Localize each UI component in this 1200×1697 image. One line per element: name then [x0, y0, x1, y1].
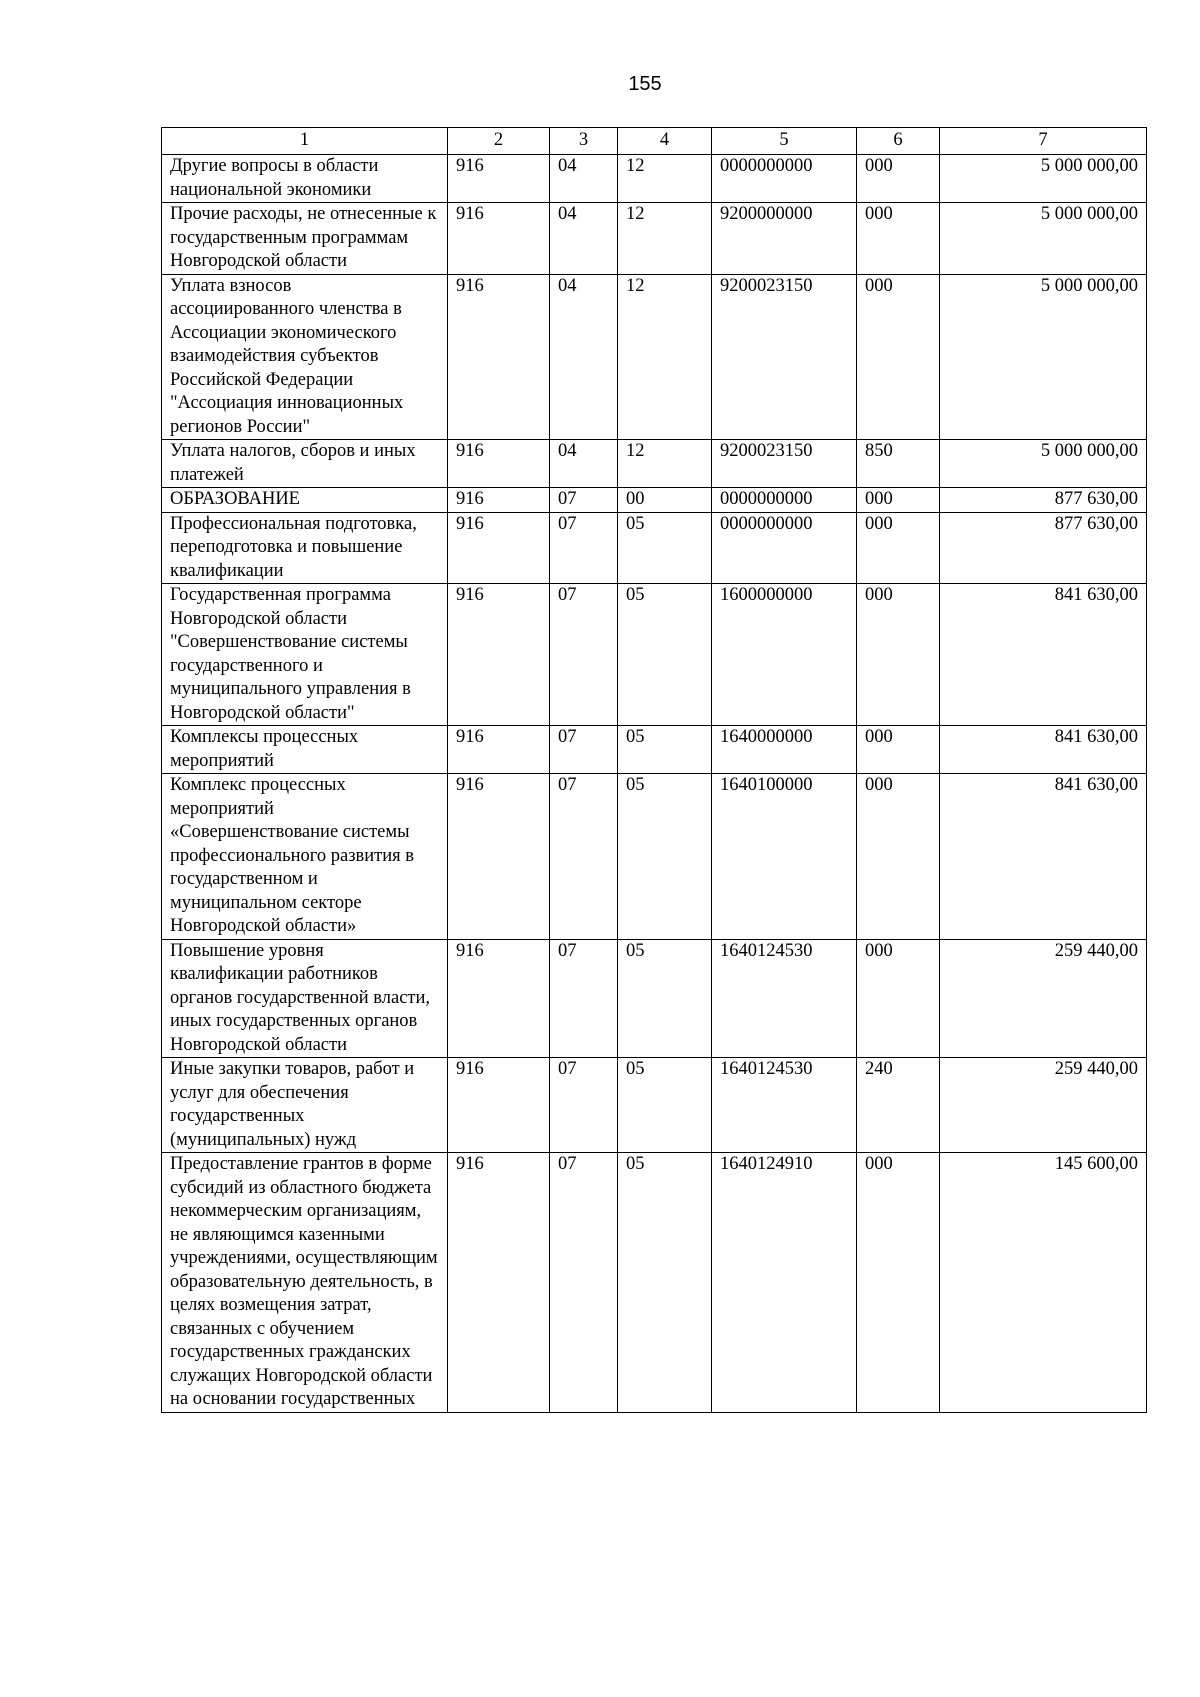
expense-type-cell: 000: [857, 726, 940, 774]
row-name-cell: Уплата взносов ассоциированного членства в Ассоциации экономического взаимодействия субъектов Российской Федерации "Ассоциация инновационных регионов России": [162, 274, 448, 440]
table-body: [162, 155, 1147, 1413]
expense-type-cell: 850: [857, 440, 940, 488]
ministry-code-cell: 916: [448, 512, 550, 584]
expense-type-cell: 000: [857, 939, 940, 1058]
row-name-cell: Уплата налогов, сборов и иных платежей: [162, 440, 448, 488]
ministry-code-cell: 916: [448, 1153, 550, 1413]
section-cell: 07: [550, 939, 618, 1058]
subsection-cell: 00: [618, 488, 712, 513]
subsection-cell: 12: [618, 203, 712, 275]
row-name-cell: Повышение уровня квалификации работников органов государственной власти, иных государственных органов Новгородской области: [162, 939, 448, 1058]
expense-type-cell: 000: [857, 488, 940, 513]
amount-cell: 5 000 000,00: [940, 203, 1147, 275]
table-row: [162, 774, 1147, 940]
column-header: 3: [550, 128, 618, 155]
section-cell: 04: [550, 274, 618, 440]
section-cell: 07: [550, 488, 618, 513]
row-name-cell: Государственная программа Новгородской области "Совершенствование системы государственного и муниципального управления в Новгородской области": [162, 584, 448, 726]
section-cell: 04: [550, 155, 618, 203]
expense-type-cell: 000: [857, 584, 940, 726]
ministry-code-cell: 916: [448, 203, 550, 275]
section-cell: 07: [550, 512, 618, 584]
amount-cell: 5 000 000,00: [940, 274, 1147, 440]
target-article-cell: 9200023150: [712, 274, 857, 440]
expense-type-cell: 000: [857, 274, 940, 440]
column-header: 5: [712, 128, 857, 155]
amount-cell: 877 630,00: [940, 512, 1147, 584]
ministry-code-cell: 916: [448, 274, 550, 440]
target-article-cell: 1640100000: [712, 774, 857, 940]
subsection-cell: 05: [618, 512, 712, 584]
expense-type-cell: 240: [857, 1058, 940, 1153]
row-name-cell: Другие вопросы в области национальной экономики: [162, 155, 448, 203]
ministry-code-cell: 916: [448, 155, 550, 203]
amount-cell: 841 630,00: [940, 584, 1147, 726]
row-name-cell: Профессиональная подготовка, переподготовка и повышение квалификации: [162, 512, 448, 584]
section-cell: 04: [550, 440, 618, 488]
table-row: [162, 203, 1147, 275]
expense-type-cell: 000: [857, 512, 940, 584]
expense-type-cell: 000: [857, 1153, 940, 1413]
table-header-row: [162, 128, 1147, 155]
row-name-cell: Прочие расходы, не отнесенные к государственным программам Новгородской области: [162, 203, 448, 275]
subsection-cell: 12: [618, 274, 712, 440]
subsection-cell: 12: [618, 155, 712, 203]
target-article-cell: 0000000000: [712, 488, 857, 513]
target-article-cell: 0000000000: [712, 155, 857, 203]
ministry-code-cell: 916: [448, 726, 550, 774]
ministry-code-cell: 916: [448, 488, 550, 513]
column-header: 6: [857, 128, 940, 155]
table-row: [162, 584, 1147, 726]
table-row: [162, 939, 1147, 1058]
table-row: [162, 1058, 1147, 1153]
amount-cell: 5 000 000,00: [940, 155, 1147, 203]
amount-cell: 145 600,00: [940, 1153, 1147, 1413]
row-name-cell: Иные закупки товаров, работ и услуг для обеспечения государственных (муниципальных) нужд: [162, 1058, 448, 1153]
table-row: [162, 155, 1147, 203]
table-row: [162, 274, 1147, 440]
ministry-code-cell: 916: [448, 774, 550, 940]
subsection-cell: 12: [618, 440, 712, 488]
amount-cell: 259 440,00: [940, 1058, 1147, 1153]
amount-cell: 5 000 000,00: [940, 440, 1147, 488]
expense-type-cell: 000: [857, 774, 940, 940]
column-header: 7: [940, 128, 1147, 155]
target-article-cell: 9200023150: [712, 440, 857, 488]
section-cell: 07: [550, 1153, 618, 1413]
column-header: 4: [618, 128, 712, 155]
ministry-code-cell: 916: [448, 1058, 550, 1153]
section-cell: 07: [550, 726, 618, 774]
expense-type-cell: 000: [857, 155, 940, 203]
target-article-cell: 0000000000: [712, 512, 857, 584]
page-number: 155: [628, 73, 662, 95]
ministry-code-cell: 916: [448, 440, 550, 488]
row-name-cell: ОБРАЗОВАНИЕ: [162, 488, 448, 513]
row-name-cell: Комплексы процессных мероприятий: [162, 726, 448, 774]
section-cell: 07: [550, 774, 618, 940]
section-cell: 07: [550, 1058, 618, 1153]
subsection-cell: 05: [618, 584, 712, 726]
target-article-cell: 1600000000: [712, 584, 857, 726]
table-row: [162, 1153, 1147, 1413]
subsection-cell: 05: [618, 1153, 712, 1413]
column-header: 2: [448, 128, 550, 155]
row-name-cell: Предоставление грантов в форме субсидий из областного бюджета некоммерческим организациям, не являющимся казенными учреждениями, осуществляющим образовательную деятельность, в целях возмещения затрат, связанных с обучением государственных гражданских служащих Новгородской области на основании государственных: [162, 1153, 448, 1413]
amount-cell: 877 630,00: [940, 488, 1147, 513]
subsection-cell: 05: [618, 774, 712, 940]
target-article-cell: 1640124530: [712, 1058, 857, 1153]
table-row: [162, 440, 1147, 488]
expense-type-cell: 000: [857, 203, 940, 275]
target-article-cell: 9200000000: [712, 203, 857, 275]
subsection-cell: 05: [618, 1058, 712, 1153]
subsection-cell: 05: [618, 726, 712, 774]
budget-table: [161, 127, 1147, 1413]
amount-cell: 841 630,00: [940, 726, 1147, 774]
table-row: [162, 726, 1147, 774]
table-row: [162, 512, 1147, 584]
target-article-cell: 1640000000: [712, 726, 857, 774]
row-name-cell: Комплекс процессных мероприятий «Совершенствование системы профессионального развития в государственном и муниципальном секторе Новгородской области»: [162, 774, 448, 940]
subsection-cell: 05: [618, 939, 712, 1058]
section-cell: 07: [550, 584, 618, 726]
ministry-code-cell: 916: [448, 939, 550, 1058]
amount-cell: 259 440,00: [940, 939, 1147, 1058]
target-article-cell: 1640124910: [712, 1153, 857, 1413]
column-header: 1: [162, 128, 448, 155]
ministry-code-cell: 916: [448, 584, 550, 726]
section-cell: 04: [550, 203, 618, 275]
table-row: [162, 488, 1147, 513]
amount-cell: 841 630,00: [940, 774, 1147, 940]
target-article-cell: 1640124530: [712, 939, 857, 1058]
